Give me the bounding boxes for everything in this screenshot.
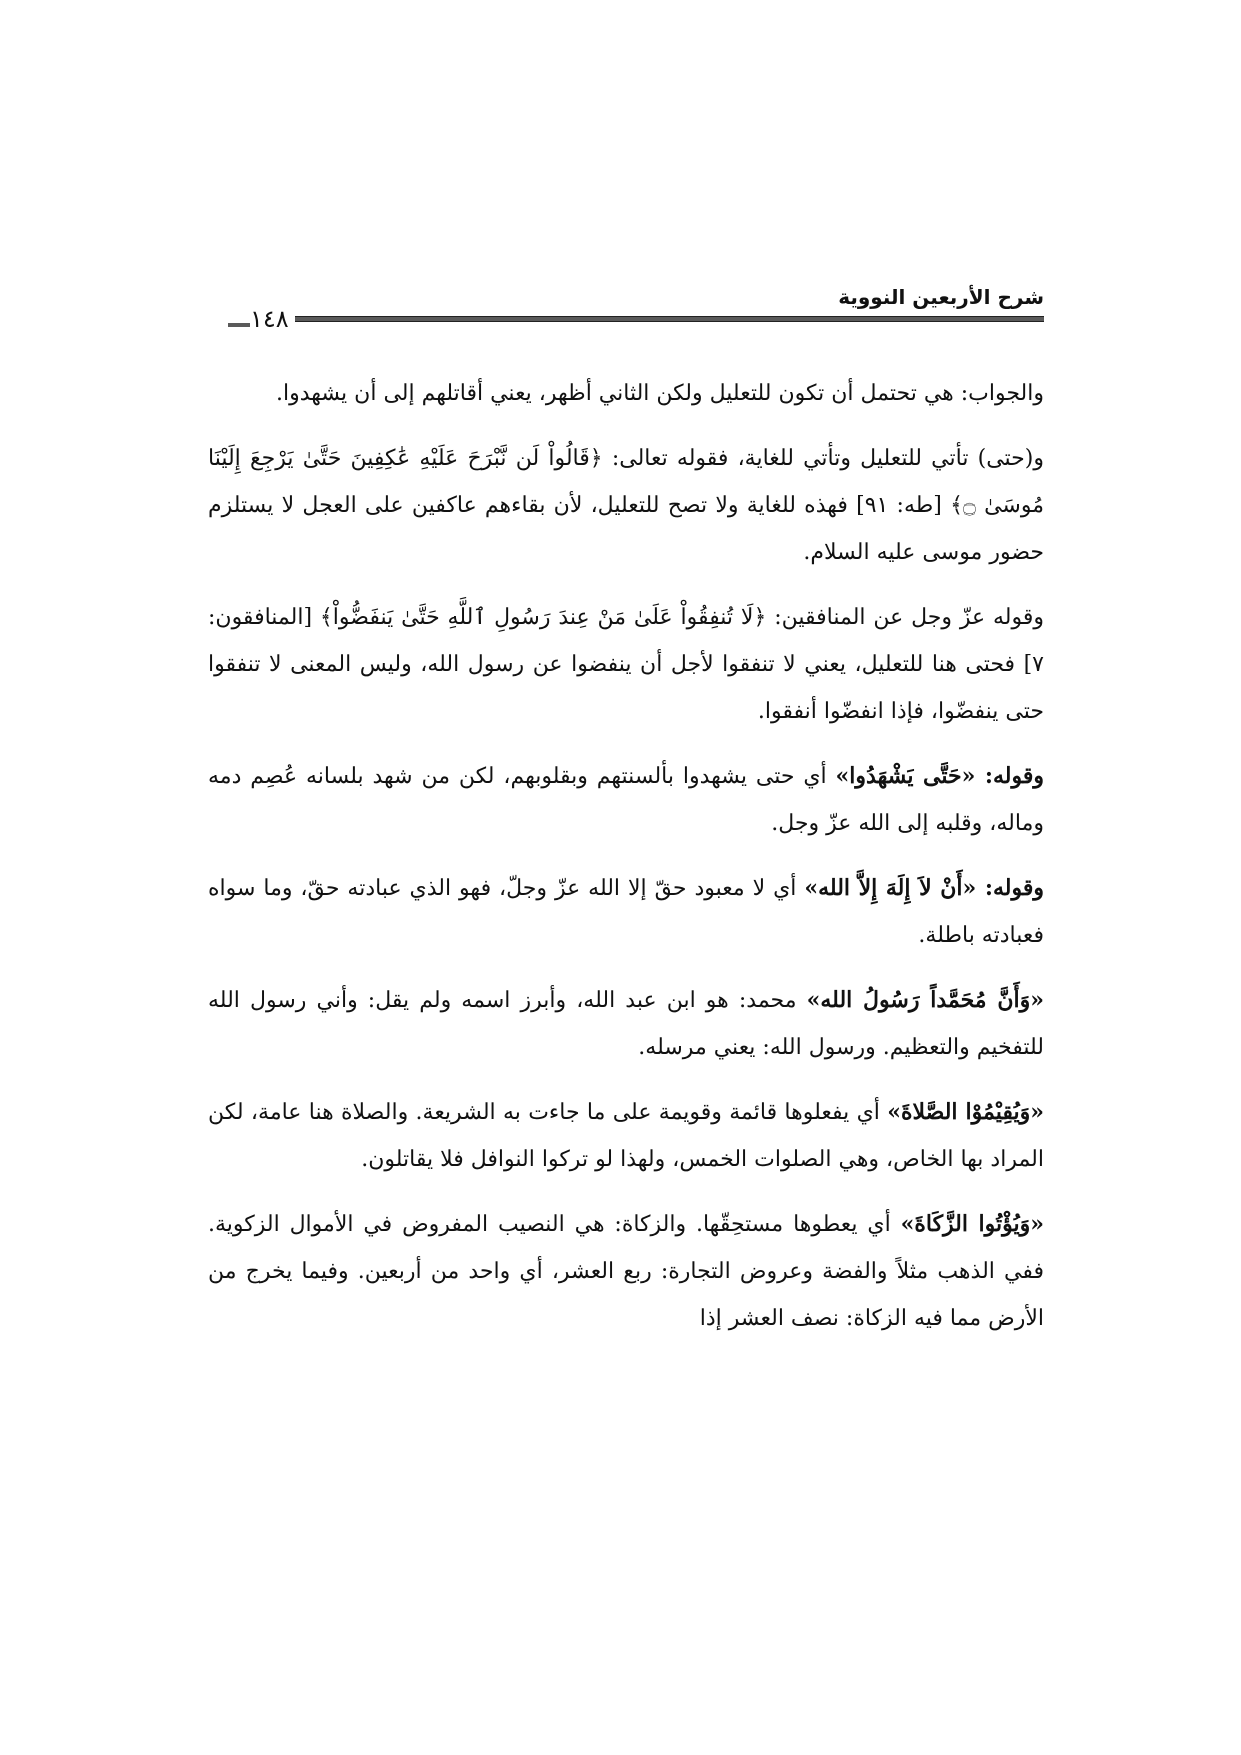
- paragraph-text: وقوله عزّ وجل عن المنافقين: ﴿لَا تُنفِقُواْ عَلَىٰ مَنْ عِندَ رَسُولِ ٱللَّهِ حَتَّىٰ يَنفَضُّواْ﴾ [المنافقون: ٧] فحتى هنا للتعليل، يعني لا تنفقوا لأجل أن ينفضوا عن رسول الله، وليس المعنى لا تنفقوا حتى ينفضّوا، فإذا انفضّوا أنفقوا.: [208, 605, 1044, 724]
- hadith-phrase: «وَأَنَّ مُحَمَّداً رَسُولُ الله»: [806, 987, 1044, 1013]
- paragraph: [208, 977, 1044, 1071]
- page-body: [208, 370, 1044, 1360]
- page-number: ١٤٨: [224, 305, 295, 333]
- paragraph-text: و(حتى) تأتي للتعليل وتأتي للغاية، فقوله تعالى: ﴿قَالُواْ لَن نَّبْرَحَ عَلَيْهِ عَٰكِفِينَ حَتَّىٰ يَرْجِعَ إِلَيْنَا مُوسَىٰ ۝﴾ [طه: ٩١] فهذه للغاية ولا تصح للتعليل، لأن بقاءهم عاكفين على العجل لا يستلزم حضور موسى عليه السلام.: [208, 446, 1044, 565]
- hadith-phrase: «وَيُؤْتُوا الزَّكَاةَ»: [900, 1211, 1044, 1237]
- paragraph: [208, 1089, 1044, 1183]
- paragraph-text: محمد: هو ابن عبد الله، وأبرز اسمه ولم يقل: وأني رسول الله للتفخيم والتعظيم. ورسول الله: يعني مرسله.: [208, 988, 1044, 1060]
- paragraph-text: أي يفعلوها قائمة وقويمة على ما جاءت به الشريعة. والصلاة هنا عامة، لكن المراد بها الخاص، وهي الصلوات الخمس، ولهذا لو تركوا النوافل فلا يقاتلون.: [208, 1100, 1044, 1172]
- paragraph-text: أي لا معبود حقّ إلا الله عزّ وجلّ، فهو الذي عبادته حقّ، وما سواه فعبادته باطلة.: [208, 876, 1044, 948]
- header-rule: [274, 316, 1044, 322]
- paragraph: [208, 370, 1044, 417]
- paragraph: [208, 865, 1044, 959]
- paragraph-text: أي يعطوها مستحِقّها. والزكاة: هي النصيب المفروض في الأموال الزكوية. ففي الذهب مثلاً والفضة وعروض التجارة: ربع العشر، أي واحد من أربعين. وفيما يخرج من الأرض مما فيه الزكاة: نصف العشر إذا: [208, 1212, 1044, 1331]
- hadith-phrase: وقوله: «أَنْ لاَ إِلَهَ إِلاَّ الله»: [804, 875, 1044, 901]
- paragraph-text: أي حتى يشهدوا بألسنتهم وبقلوبهم، لكن من شهد بلسانه عُصِم دمه وماله، وقلبه إلى الله عزّ وجل.: [208, 764, 1044, 836]
- paragraph: [208, 435, 1044, 576]
- paragraph: [208, 753, 1044, 847]
- running-title: شرح الأربعين النووية: [838, 285, 1044, 309]
- page-header: [224, 285, 1044, 333]
- hadith-phrase: «وَيُقِيْمُوْا الصَّلاةَ»: [887, 1099, 1045, 1125]
- paragraph: [208, 594, 1044, 735]
- hadith-phrase: وقوله: «حَتَّى يَشْهَدُوا»: [835, 763, 1044, 789]
- paragraph: [208, 1201, 1044, 1342]
- paragraph-text: والجواب: هي تحتمل أن تكون للتعليل ولكن الثاني أظهر، يعني أقاتلهم إلى أن يشهدوا.: [276, 381, 1044, 406]
